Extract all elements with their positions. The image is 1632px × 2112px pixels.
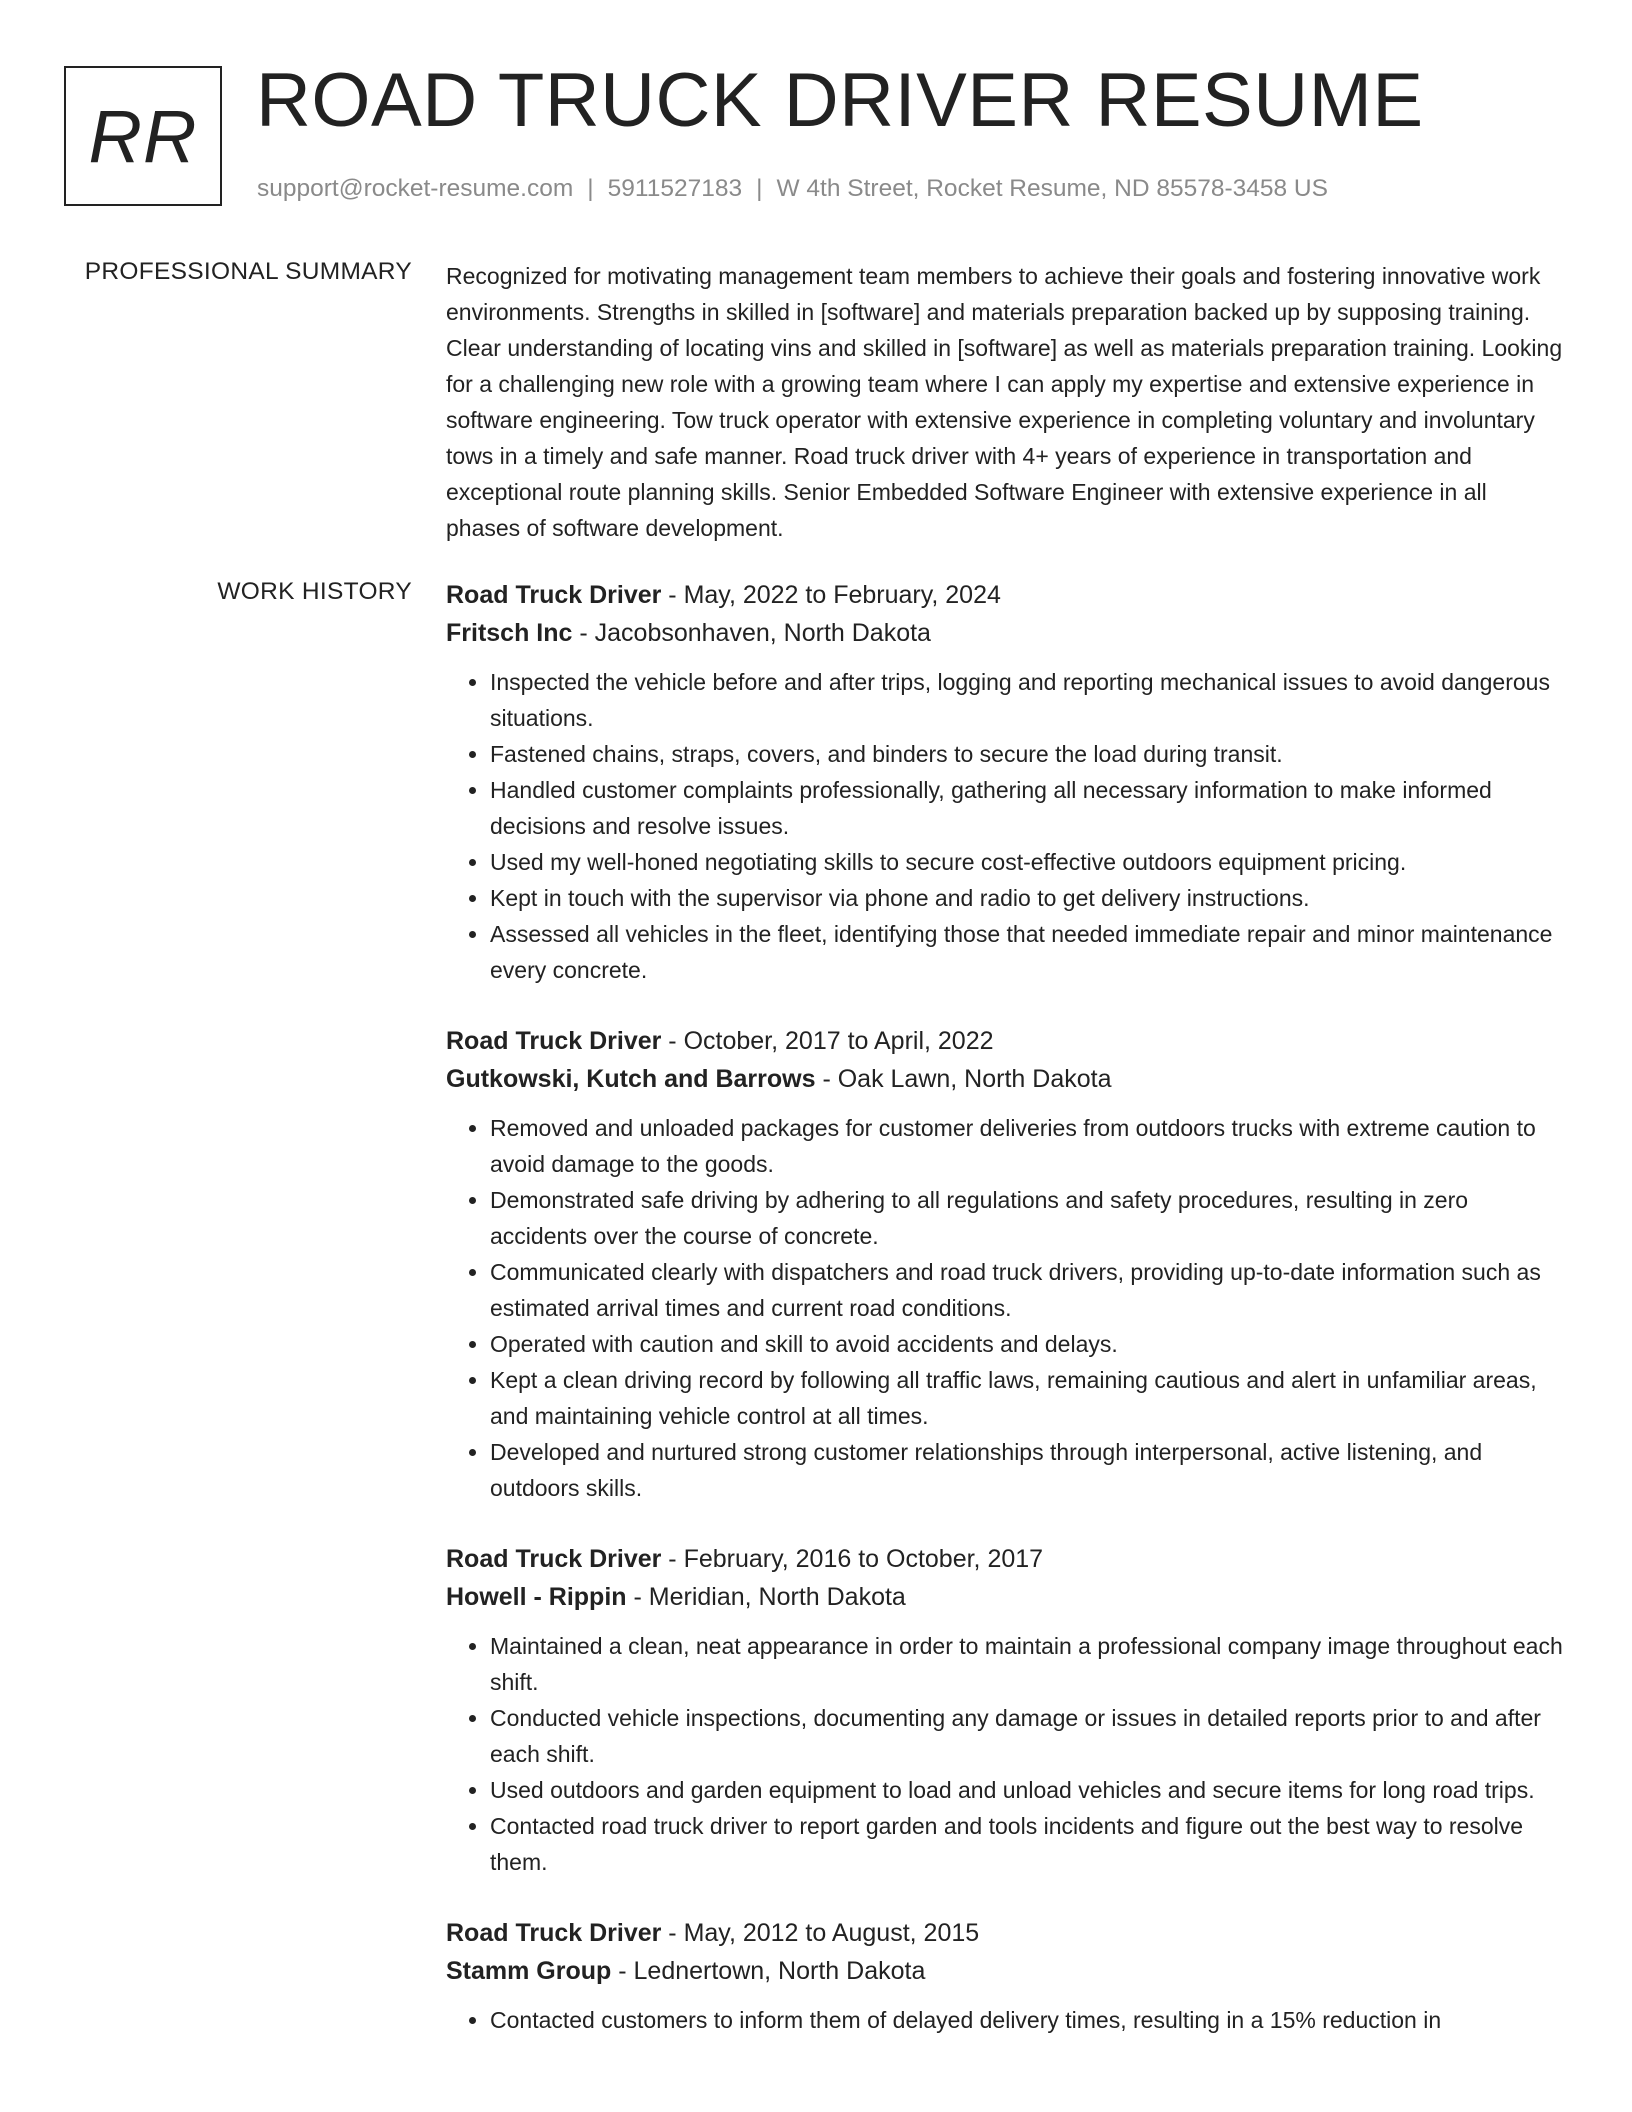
job-company-line	[446, 1952, 1566, 1990]
job-entry	[446, 1914, 1566, 2038]
job-bullet: • Contacted road truck driver to report garden and tools incidents and figure out the best way to resolve them.	[490, 1808, 1566, 1880]
job-bullets	[446, 2002, 1566, 2038]
job-company: Fritsch Inc	[446, 619, 573, 647]
job-company-line	[446, 1578, 1566, 1616]
job-title: Road Truck Driver	[446, 581, 662, 609]
page-title: ROAD TRUCK DRIVER RESUME	[256, 58, 1424, 143]
job-bullet: • Kept a clean driving record by following all traffic laws, remaining cautious and alert in unfamiliar areas, and maintaining vehicle control at all times.	[490, 1362, 1566, 1434]
job-company: Gutkowski, Kutch and Barrows	[446, 1065, 816, 1093]
job-dates: - February, 2016 to October, 2017	[661, 1545, 1044, 1573]
job-title-line	[446, 1914, 1566, 1952]
job-bullet: • Demonstrated safe driving by adhering to all regulations and safety procedures, resulting in zero accidents over the course of concrete.	[490, 1182, 1566, 1254]
summary-text: Recognized for motivating management team members to achieve their goals and fostering innovative work environments. Strengths in skilled in [software] and materials preparation backed up by supposing training. Clear understanding of locating vins and skilled in [software] as well as materials preparation training. Looking for a challenging new role with a growing team where I can apply my expertise and extensive experience in software engineering. Tow truck operator with extensive experience in completing voluntary and involuntary tows in a timely and safe manner. Road truck driver with 4+ years of experience in transportation and exceptional route planning skills. Senior Embedded Software Engineer with extensive experience in all phases of software development.	[446, 263, 1563, 541]
work-history-label: WORK HISTORY	[217, 578, 412, 605]
job-bullet: • Contacted customers to inform them of delayed delivery times, resulting in a 15% reduction in	[490, 2002, 1566, 2038]
job-location: - Oak Lawn, North Dakota	[815, 1065, 1112, 1093]
job-bullet: • Kept in touch with the supervisor via phone and radio to get delivery instructions.	[490, 880, 1566, 916]
job-company-line	[446, 1060, 1566, 1098]
job-title: Road Truck Driver	[446, 1545, 662, 1573]
job-location: - Jacobsonhaven, North Dakota	[572, 619, 931, 647]
job-location: - Lednertown, North Dakota	[611, 1957, 926, 1985]
job-entry	[446, 576, 1566, 988]
job-entry	[446, 1022, 1566, 1506]
job-bullet: • Operated with caution and skill to avoid accidents and delays.	[490, 1326, 1566, 1362]
job-bullet: • Communicated clearly with dispatchers and road truck drivers, providing up-to-date information such as estimated arrival times and current road conditions.	[490, 1254, 1566, 1326]
job-dates: - May, 2012 to August, 2015	[661, 1919, 980, 1947]
job-bullet: • Assessed all vehicles in the fleet, identifying those that needed immediate repair and minor maintenance every concrete.	[490, 916, 1566, 988]
job-location: - Meridian, North Dakota	[626, 1583, 906, 1611]
job-company-line	[446, 614, 1566, 652]
job-bullet: • Handled customer complaints professionally, gathering all necessary information to make informed decisions and resolve issues.	[490, 772, 1566, 844]
job-bullets	[446, 1628, 1566, 1880]
contact-phone: 5911527183	[607, 175, 743, 202]
job-title: Road Truck Driver	[446, 1919, 662, 1947]
contact-separator: |	[587, 175, 594, 202]
job-company: Howell - Rippin	[446, 1583, 627, 1611]
job-bullet: • Developed and nurtured strong customer relationships through interpersonal, active listening, and outdoors skills.	[490, 1434, 1566, 1506]
job-bullet: • Used outdoors and garden equipment to load and unload vehicles and secure items for long road trips.	[490, 1772, 1566, 1808]
job-title: Road Truck Driver	[446, 1027, 662, 1055]
job-bullet: • Maintained a clean, neat appearance in order to maintain a professional company image throughout each shift.	[490, 1628, 1566, 1700]
job-title-line	[446, 1540, 1566, 1578]
job-bullet: • Used my well-honed negotiating skills to secure cost-effective outdoors equipment pricing.	[490, 844, 1566, 880]
job-bullets	[446, 664, 1566, 988]
jobs-list	[446, 576, 1566, 2072]
job-bullet: • Removed and unloaded packages for customer deliveries from outdoors trucks with extreme caution to avoid damage to the goods.	[490, 1110, 1566, 1182]
job-title-line	[446, 1022, 1566, 1060]
job-bullet: • Conducted vehicle inspections, documenting any damage or issues in detailed reports prior to and after each shift.	[490, 1700, 1566, 1772]
job-entry	[446, 1540, 1566, 1880]
job-bullets	[446, 1110, 1566, 1506]
job-dates: - May, 2022 to February, 2024	[661, 581, 1001, 609]
contact-line	[257, 174, 1328, 204]
contact-address: W 4th Street, Rocket Resume, ND 85578-3458 US	[776, 175, 1328, 202]
job-dates: - October, 2017 to April, 2022	[661, 1027, 994, 1055]
job-bullet: • Fastened chains, straps, covers, and binders to secure the load during transit.	[490, 736, 1566, 772]
job-title-line	[446, 576, 1566, 614]
job-bullet: • Inspected the vehicle before and after trips, logging and reporting mechanical issues to avoid dangerous situations.	[490, 664, 1566, 736]
monogram-logo: RR	[64, 66, 222, 206]
job-company: Stamm Group	[446, 1957, 612, 1985]
contact-email: support@rocket-resume.com	[257, 175, 574, 202]
summary-label: PROFESSIONAL SUMMARY	[84, 258, 412, 285]
contact-separator: |	[756, 175, 763, 202]
